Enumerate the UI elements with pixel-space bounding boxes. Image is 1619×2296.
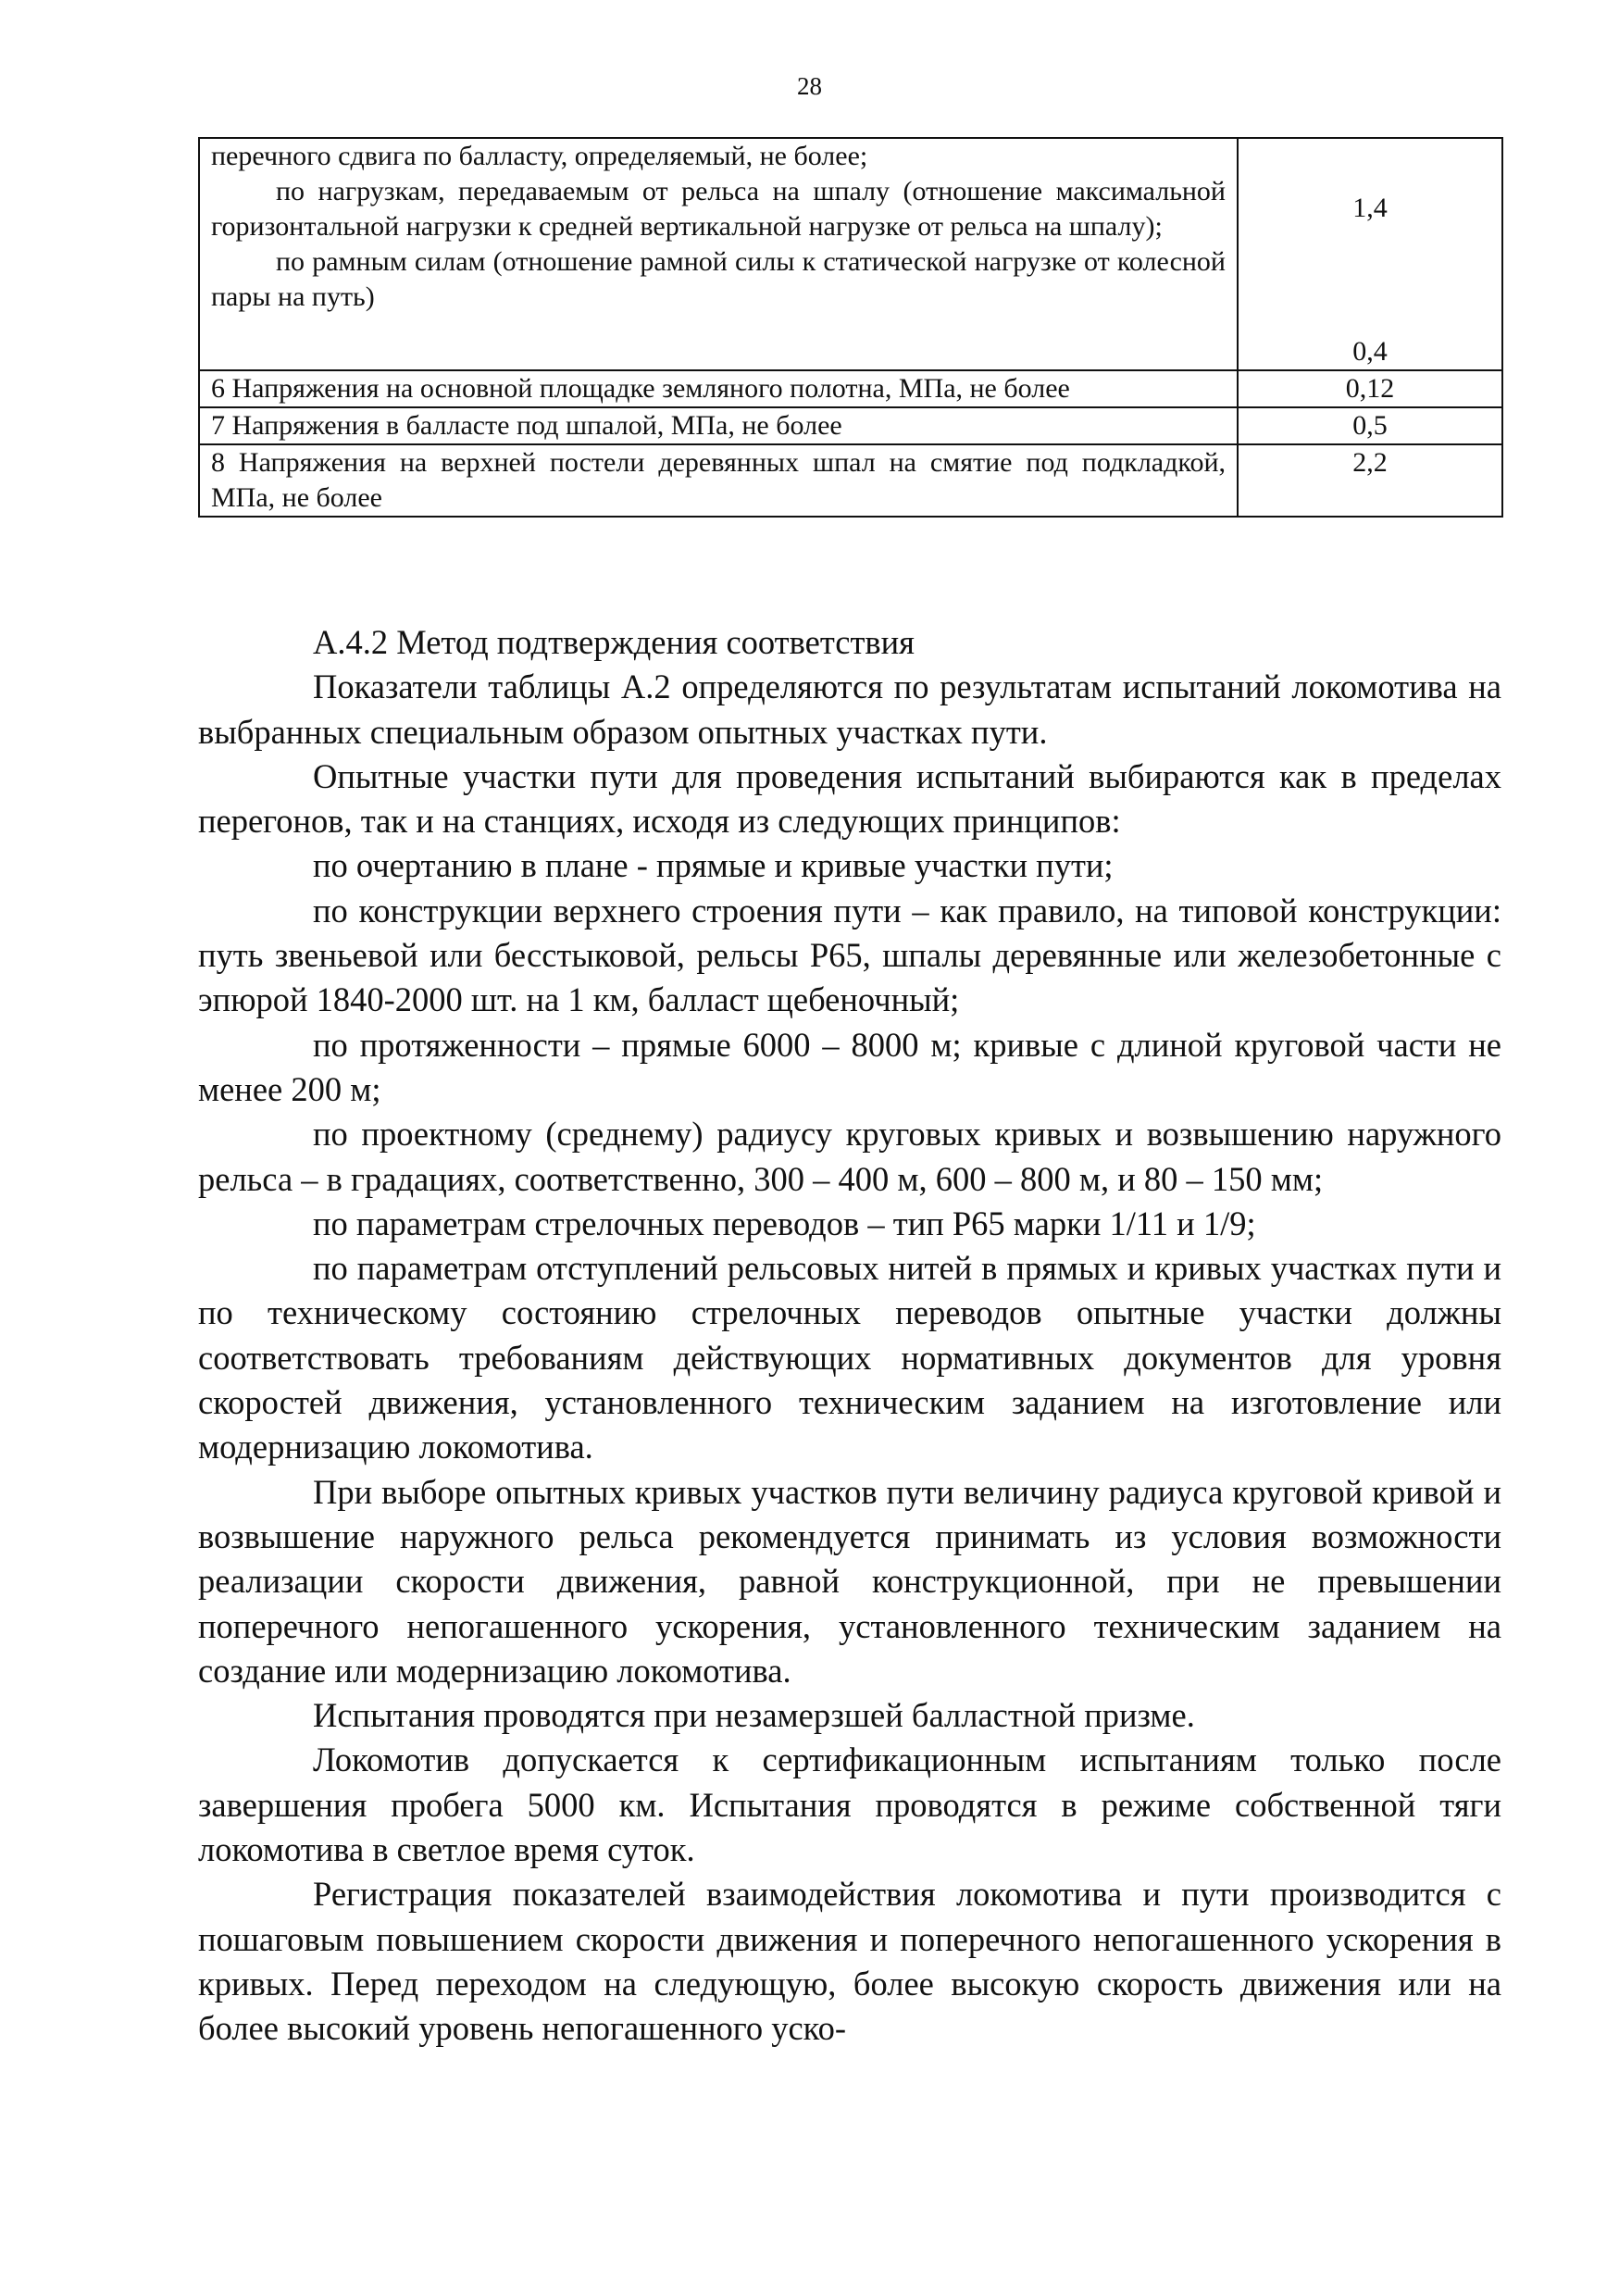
table-cell-text: перечного сдвига по балласту, определяемый, не более; [211, 141, 868, 171]
table-row [199, 138, 1502, 370]
paragraph: по протяженности – прямые 6000 – 8000 м; кривые с длиной круговой части не менее 200 м; [198, 1025, 1501, 1108]
table-cell-description: 8 Напряжения на верхней постели деревянных шпал на смятие под подкладкой, МПа, не более [199, 444, 1238, 517]
table-row [199, 407, 1502, 444]
paragraph: Показатели таблицы А.2 определяются по результатам испытаний локомотива на выбранных специальным образом опытных участках пути. [198, 668, 1501, 751]
paragraph: Опытные участки пути для проведения испытаний выбираются как в пределах перегонов, так и на станциях, исходя из следующих принципов: [198, 756, 1501, 841]
requirements-table [198, 137, 1503, 518]
table-row [199, 444, 1502, 517]
table-cell-description: 6 Напряжения на основной площадке земляного полотна, МПа, не более [199, 370, 1238, 407]
paragraph: При выборе опытных кривых участков пути величину радиуса круговой кривой и возвышение наружного рельса рекомендуется принимать из условия возможности реализации скорости движения, равной конструкционной, при не превышении поперечного непогашенного ускорения, установленного техническим заданием на создание или модернизацию локомотива. [198, 1472, 1501, 1690]
body-text [198, 620, 1501, 2052]
table-cell-description [199, 138, 1238, 370]
paragraph: по параметрам отступлений рельсовых нитей в прямых и кривых участках пути и по техническому состоянию стрелочных переводов опытные участки должны соответствовать требованиям действующих нормативных документов для уровня скоростей движения, установленного техническим заданием на изготовление или модернизацию локомотива. [198, 1249, 1501, 1466]
paragraph: по параметрам стрелочных переводов – тип Р65 марки 1/11 и 1/9; [313, 1204, 1256, 1242]
paragraph: по проектному (среднему) радиусу круговых кривых и возвышению наружного рельса – в градациях, соответственно, 300 – 400 м, 600 – 800 м, и 80 – 150 мм; [198, 1115, 1501, 1198]
table-cell-text: 1,4 [1352, 193, 1388, 223]
table-cell-text: по нагрузкам, передаваемым от рельса на шпалу (отношение максимальной горизонтальной нагрузки к средней вертикальной нагрузке от рельса на шпалу); [211, 176, 1226, 242]
section-heading: А.4.2 Метод подтверждения соответствия [313, 623, 915, 661]
paragraph: по очертанию в плане - прямые и кривые участки пути; [313, 846, 1114, 885]
table-cell-value: 0,12 [1238, 370, 1502, 407]
table-cell-value: 0,5 [1238, 407, 1502, 444]
page-number: 28 [797, 72, 822, 100]
paragraph: Регистрация показателей взаимодействия локомотива и пути производится с пошаговым повышением скорости движения и поперечного непогашенного ускорения в кривых. Перед переходом на следующую, более высокую скорость движения или на более высокий уровень непогашенного уско- [198, 1875, 1501, 2048]
paragraph: Испытания проводятся при незамерзшей балластной призме. [313, 1696, 1195, 1735]
table-cell-value [1238, 138, 1502, 370]
paragraph: Локомотив допускается к сертификационным испытаниям только после завершения пробега 5000 км. Испытания проводятся в режиме собственной тяги локомотива в светлое время суток. [198, 1741, 1501, 1869]
table-cell-description: 7 Напряжения в балласте под шпалой, МПа, не более [199, 407, 1238, 444]
paragraph: по конструкции верхнего строения пути – как правило, на типовой конструкции: путь звеньевой или бесстыковой, рельсы Р65, шпалы деревянные или железобетонные с эпюрой 1840-2000 шт. на 1 км, балласт щебеночный; [198, 891, 1501, 1019]
table-cell-value: 2,2 [1238, 444, 1502, 517]
table-row [199, 370, 1502, 407]
table-cell-text: по рамным силам (отношение рамной силы к статической нагрузке от колесной пары на путь) [211, 246, 1226, 312]
table-cell-text: 0,4 [1352, 336, 1388, 367]
